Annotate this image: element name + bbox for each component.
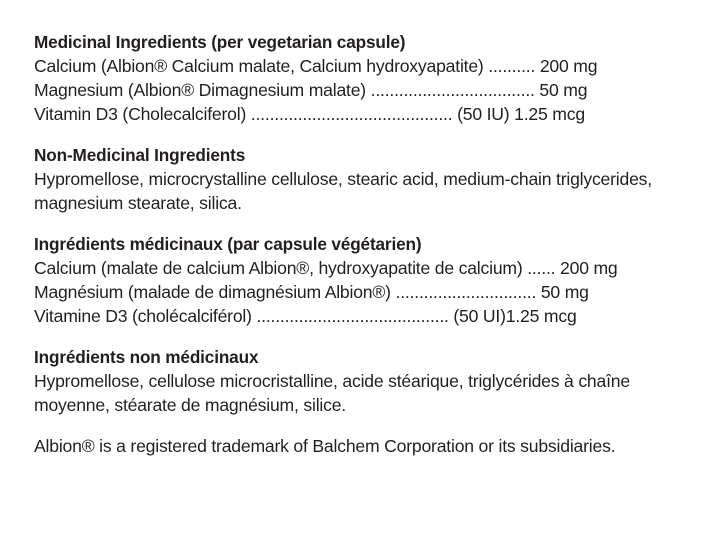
ingredients-medicinaux-section [34,232,674,328]
ingredients-non-medicinaux-text: Hypromellose, cellulose microcristalline, acide stéarique, triglycérides à chaîne moyenne, stéarate de magnésium, silice. [34,371,630,415]
ingredients-label [34,30,674,458]
non-medicinal-ingredients-text: Hypromellose, microcrystalline cellulose, stearic acid, medium-chain triglycerides, magnesium stearate, silica. [34,169,652,213]
non-medicinal-ingredients-section [34,143,674,215]
ingredients-non-medicinaux-section [34,345,674,417]
ingredient-row-vitamin-d3: Vitamin D3 (Cholecalciferol) ........................................... (50 IU) 1.25 mcg [34,104,585,124]
medicinal-ingredients-heading: Medicinal Ingredients (per vegetarian capsule) [34,32,406,52]
ingredient-row-magnesium: Magnesium (Albion® Dimagnesium malate) ................................... 50 mg [34,80,588,100]
ingredient-row-magnesium-fr: Magnésium (malade de dimagnésium Albion®) .............................. 50 mg [34,282,589,302]
non-medicinal-ingredients-heading: Non-Medicinal Ingredients [34,145,246,165]
ingredient-row-calcium: Calcium (Albion® Calcium malate, Calcium hydroxyapatite) .......... 200 mg [34,56,598,76]
ingredients-medicinaux-heading: Ingrédients médicinaux (par capsule végétarien) [34,234,422,254]
ingredient-row-calcium-fr: Calcium (malate de calcium Albion®, hydroxyapatite de calcium) ...... 200 mg [34,258,618,278]
medicinal-ingredients-section [34,30,674,126]
trademark-footnote: Albion® is a registered trademark of Balchem Corporation or its subsidiaries. [34,436,616,456]
ingredients-non-medicinaux-heading: Ingrédients non médicinaux [34,347,259,367]
ingredient-row-vitamin-d3-fr: Vitamine D3 (cholécalciférol) ......................................... (50 UI)1.25 mcg [34,306,577,326]
